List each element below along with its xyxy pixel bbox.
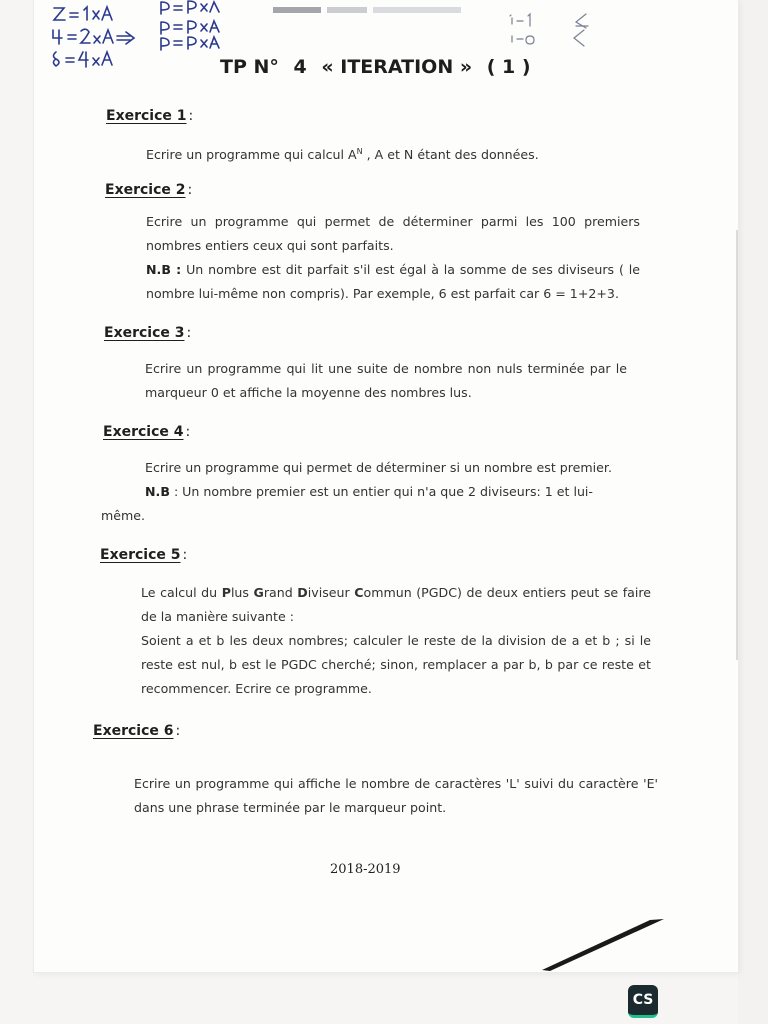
exercise-4-text (145, 456, 637, 504)
page-title (220, 56, 539, 78)
exercise-3-paragraph: Ecrire un programme qui lit une suite de nombre non nuls terminée par le marqueur 0 et affiche la moyenne des nombres lus. (145, 361, 627, 400)
exercise-1-text-a: Ecrire un programme qui calcul A (146, 147, 357, 163)
exercise-heading-label: Exercice 5 (100, 547, 181, 563)
pgdc-letter-c: C (354, 585, 364, 600)
exercise-2-heading: Exercice 2 : (105, 182, 193, 198)
exercise-3-heading: Exercice 3 : (104, 325, 192, 341)
pgdc-letter-d: D (297, 585, 308, 600)
pgdc-word-part: lus (230, 585, 254, 600)
exercise-6-paragraph: Ecrire un programme qui affiche le nombre de caractères 'L' suivi du caractère 'E' dans une phrase terminée par le marqueur point. (134, 776, 658, 815)
exercise-1-text (146, 140, 566, 167)
header-wordmark-logo (273, 3, 463, 17)
pgdc-letter-g: G (253, 585, 264, 600)
exercise-1-text-b: , A et N étant des données. (362, 147, 539, 163)
pgdc-letter-p: P (221, 585, 231, 600)
diagonal-ink-mark (540, 915, 670, 975)
title-label: « ITERATION » (321, 56, 473, 78)
exercise-2-nb-text: Un nombre est dit parfait s'il est égal à la somme de ses diviseurs ( le nombre lui-même non compris). Par exemple, 6 est parfait car 6 = 1+2+3. (146, 262, 640, 301)
page-right-margin (738, 0, 768, 1024)
academic-year: 2018-2019 (330, 862, 401, 877)
title-part: ( 1 ) (486, 56, 531, 78)
exercise-heading-label: Exercice 1 (106, 108, 187, 124)
exercise-2-text (146, 210, 640, 306)
exercise-5-text (141, 581, 651, 701)
camscanner-badge[interactable]: CS (628, 985, 658, 1018)
exercise-1-heading: Exercice 1 : (106, 108, 194, 124)
exercise-2-line1: Ecrire un programme qui permet de déterminer parmi les 100 premiers nombres entiers ceux qui sont parfaits. (146, 214, 640, 253)
pgdc-word-part: iviseur (307, 585, 355, 600)
exercise-1-superscript: N (356, 147, 363, 156)
page-fold-line (736, 230, 738, 660)
handwritten-notes-left (48, 0, 248, 70)
exercise-heading-label: Exercice 3 (104, 325, 185, 341)
exercise-5-intro: Le calcul du (141, 585, 222, 600)
exercise-heading-label: Exercice 4 (103, 424, 184, 440)
exercise-6-text (134, 772, 658, 820)
exercise-heading-label: Exercice 6 (93, 723, 174, 739)
pgdc-word-part: ommun (PGDC) de deux entiers peut se faire de la manière suivante : (141, 585, 652, 624)
exercise-4-heading: Exercice 4 : (103, 424, 191, 440)
exercise-3-text (145, 357, 627, 405)
exercise-6-heading: Exercice 6 : (93, 723, 181, 739)
nb-label: N.B (145, 484, 170, 499)
pgdc-word-part: rand (263, 585, 298, 600)
exercise-4-line1: Ecrire un programme qui permet de déterminer si un nombre est premier. (145, 460, 612, 475)
exercise-5-heading: Exercice 5 : (100, 547, 188, 563)
title-prefix: TP N° (220, 56, 279, 78)
exercise-4-nb-text: : Un nombre premier est un entier qui n'a que 2 diviseurs: 1 et lui- (169, 484, 593, 499)
title-number: 4 (293, 56, 307, 78)
exercise-4-continuation: même. (101, 508, 146, 523)
nb-label: N.B : (146, 262, 182, 277)
exercise-5-paragraph: Soient a et b les deux nombres; calculer le reste de la division de a et b ; si le reste est nul, b est le PGDC cherché; sinon, remplacer a par b, b par ce reste et recommencer. Ecrire ce programme. (141, 633, 651, 696)
exercise-heading-label: Exercice 2 (105, 182, 186, 198)
handwritten-notes-right (506, 4, 626, 54)
